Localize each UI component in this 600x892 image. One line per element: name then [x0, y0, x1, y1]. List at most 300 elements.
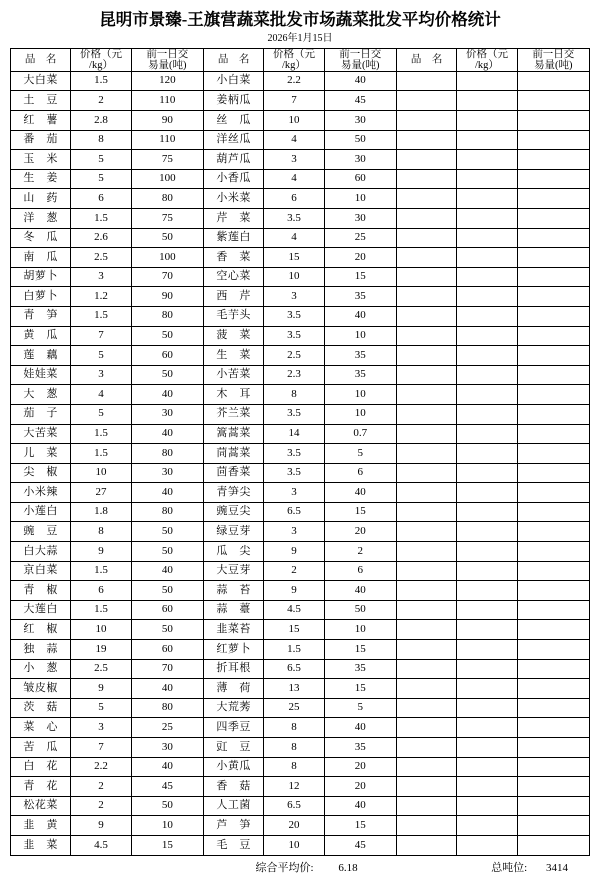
cell-volume-3 [517, 228, 589, 248]
table-row [11, 306, 590, 326]
cell-volume-3 [517, 796, 589, 816]
table-row [11, 777, 590, 797]
cell-price-3 [457, 796, 517, 816]
header-volume-line2: 易量(吨) [341, 59, 380, 71]
cell-name-2: 生 菜 [203, 346, 263, 366]
cell-volume-1: 80 [131, 698, 203, 718]
header-price-line1: 价格（元 [465, 48, 508, 60]
cell-name-2: 青笋尖 [203, 483, 263, 503]
cell-price-3 [457, 777, 517, 797]
cell-volume-1: 70 [131, 659, 203, 679]
table-row [11, 189, 590, 209]
cell-price-2: 9 [264, 581, 324, 601]
cell-name-1: 生 姜 [11, 169, 71, 189]
cell-name-1: 洋 葱 [11, 208, 71, 228]
cell-price-3 [457, 150, 517, 170]
cell-name-3 [396, 698, 456, 718]
cell-price-1: 1.2 [71, 287, 131, 307]
table-row [11, 71, 590, 91]
cell-volume-2: 15 [324, 502, 396, 522]
cell-name-3 [396, 620, 456, 640]
cell-name-1: 韭 黄 [11, 816, 71, 836]
cell-volume-3 [517, 483, 589, 503]
cell-volume-3 [517, 816, 589, 836]
cell-volume-2: 5 [324, 444, 396, 464]
cell-price-1: 6 [71, 581, 131, 601]
table-row [11, 385, 590, 405]
cell-name-2: 薄 荷 [203, 679, 263, 699]
cell-volume-2: 6 [324, 463, 396, 483]
cell-price-2: 3.5 [264, 208, 324, 228]
cell-volume-1: 40 [131, 679, 203, 699]
table-row [11, 228, 590, 248]
cell-price-1: 5 [71, 169, 131, 189]
table-row [11, 796, 590, 816]
cell-price-1: 10 [71, 620, 131, 640]
cell-name-3 [396, 130, 456, 150]
cell-volume-3 [517, 835, 589, 855]
table-row [11, 248, 590, 268]
cell-volume-1: 75 [131, 150, 203, 170]
cell-name-3 [396, 581, 456, 601]
cell-price-1: 5 [71, 150, 131, 170]
header-volume-line2: 易量(吨) [148, 59, 187, 71]
cell-price-1: 3 [71, 267, 131, 287]
cell-price-2: 3.5 [264, 404, 324, 424]
table-row [11, 130, 590, 150]
header-price-line1: 价格（元 [79, 48, 122, 60]
cell-price-1: 1.8 [71, 502, 131, 522]
cell-name-1: 苦 瓜 [11, 738, 71, 758]
cell-price-2: 2.3 [264, 365, 324, 385]
table-row [11, 620, 590, 640]
cell-price-1: 4.5 [71, 835, 131, 855]
table-row [11, 483, 590, 503]
cell-price-1: 5 [71, 346, 131, 366]
cell-price-2: 8 [264, 385, 324, 405]
cell-price-3 [457, 659, 517, 679]
cell-price-2: 4.5 [264, 600, 324, 620]
cell-price-2: 6.5 [264, 796, 324, 816]
cell-name-1: 番 茄 [11, 130, 71, 150]
total-tonnage-label: 总吨位: [491, 861, 528, 874]
cell-volume-3 [517, 600, 589, 620]
cell-volume-3 [517, 111, 589, 131]
cell-volume-3 [517, 71, 589, 91]
cell-volume-1: 80 [131, 444, 203, 464]
cell-volume-1: 120 [131, 71, 203, 91]
cell-price-2: 6 [264, 189, 324, 209]
cell-volume-1: 50 [131, 228, 203, 248]
cell-name-3 [396, 757, 456, 777]
cell-price-1: 7 [71, 738, 131, 758]
cell-volume-1: 75 [131, 208, 203, 228]
header-volume-2 [324, 48, 396, 71]
cell-name-1: 大白菜 [11, 71, 71, 91]
cell-name-1: 莲 藕 [11, 346, 71, 366]
cell-volume-1: 40 [131, 757, 203, 777]
cell-price-1: 1.5 [71, 306, 131, 326]
cell-name-3 [396, 91, 456, 111]
cell-name-2: 洋丝瓜 [203, 130, 263, 150]
cell-price-1: 7 [71, 326, 131, 346]
cell-name-2: 红萝卜 [203, 640, 263, 660]
cell-volume-1: 90 [131, 287, 203, 307]
cell-volume-3 [517, 91, 589, 111]
cell-name-1: 白 花 [11, 757, 71, 777]
table-row [11, 267, 590, 287]
cell-price-3 [457, 267, 517, 287]
cell-name-2: 篙蒿菜 [203, 424, 263, 444]
cell-name-2: 芦 笋 [203, 816, 263, 836]
cell-volume-2: 10 [324, 385, 396, 405]
cell-volume-1: 60 [131, 346, 203, 366]
cell-name-1: 大苦菜 [11, 424, 71, 444]
cell-price-2: 20 [264, 816, 324, 836]
cell-volume-1: 60 [131, 640, 203, 660]
table-row [11, 346, 590, 366]
cell-name-1: 青 花 [11, 777, 71, 797]
cell-name-2: 紫莲白 [203, 228, 263, 248]
cell-volume-1: 110 [131, 130, 203, 150]
cell-price-1: 2.6 [71, 228, 131, 248]
cell-price-1: 8 [71, 522, 131, 542]
cell-price-2: 4 [264, 130, 324, 150]
cell-name-3 [396, 522, 456, 542]
cell-volume-3 [517, 620, 589, 640]
cell-name-2: 茴香菜 [203, 463, 263, 483]
cell-name-2: 蒜 薹 [203, 600, 263, 620]
table-row [11, 738, 590, 758]
cell-price-2: 8 [264, 738, 324, 758]
table-row [11, 542, 590, 562]
cell-price-2: 3 [264, 483, 324, 503]
cell-name-3 [396, 738, 456, 758]
cell-price-3 [457, 228, 517, 248]
cell-name-1: 娃娃菜 [11, 365, 71, 385]
cell-volume-1: 80 [131, 502, 203, 522]
cell-volume-1: 50 [131, 365, 203, 385]
cell-name-2: 木 耳 [203, 385, 263, 405]
cell-name-2: 蒜 苔 [203, 581, 263, 601]
cell-volume-2: 40 [324, 71, 396, 91]
cell-name-3 [396, 365, 456, 385]
cell-price-1: 2.2 [71, 757, 131, 777]
cell-name-1: 土 豆 [11, 91, 71, 111]
table-body [11, 71, 590, 855]
cell-price-1: 2 [71, 796, 131, 816]
cell-volume-2: 40 [324, 483, 396, 503]
cell-price-2: 1.5 [264, 640, 324, 660]
cell-price-1: 1.5 [71, 600, 131, 620]
cell-volume-2: 15 [324, 679, 396, 699]
cell-price-1: 5 [71, 404, 131, 424]
cell-volume-3 [517, 444, 589, 464]
cell-volume-2: 35 [324, 346, 396, 366]
cell-price-3 [457, 718, 517, 738]
table-row [11, 835, 590, 855]
cell-name-2: 香 菇 [203, 777, 263, 797]
cell-price-1: 1.5 [71, 208, 131, 228]
cell-volume-1: 90 [131, 111, 203, 131]
header-volume-line2: 易量(吨) [534, 59, 573, 71]
cell-name-3 [396, 483, 456, 503]
cell-price-2: 14 [264, 424, 324, 444]
cell-volume-1: 60 [131, 600, 203, 620]
cell-name-1: 黄 瓜 [11, 326, 71, 346]
cell-price-1: 9 [71, 816, 131, 836]
cell-price-3 [457, 287, 517, 307]
cell-price-3 [457, 365, 517, 385]
cell-volume-2: 30 [324, 150, 396, 170]
cell-name-1: 山 药 [11, 189, 71, 209]
cell-name-2: 人工菌 [203, 796, 263, 816]
cell-name-3 [396, 796, 456, 816]
cell-price-3 [457, 522, 517, 542]
table-row [11, 444, 590, 464]
cell-name-3 [396, 385, 456, 405]
cell-name-1: 松花菜 [11, 796, 71, 816]
cell-price-3 [457, 130, 517, 150]
cell-volume-2: 10 [324, 189, 396, 209]
cell-volume-2: 50 [324, 130, 396, 150]
cell-name-1: 红 薯 [11, 111, 71, 131]
cell-name-3 [396, 326, 456, 346]
cell-price-2: 8 [264, 718, 324, 738]
cell-price-1: 3 [71, 365, 131, 385]
cell-price-3 [457, 757, 517, 777]
cell-price-3 [457, 698, 517, 718]
cell-price-3 [457, 816, 517, 836]
header-price-line1: 价格（元 [272, 48, 315, 60]
cell-price-2: 15 [264, 248, 324, 268]
table-row [11, 169, 590, 189]
cell-price-3 [457, 581, 517, 601]
cell-name-2: 小黄瓜 [203, 757, 263, 777]
cell-price-3 [457, 111, 517, 131]
cell-name-3 [396, 189, 456, 209]
cell-volume-2: 25 [324, 228, 396, 248]
cell-price-2: 6.5 [264, 502, 324, 522]
header-volume-1 [131, 48, 203, 71]
cell-price-2: 25 [264, 698, 324, 718]
cell-price-1: 2.5 [71, 659, 131, 679]
cell-price-3 [457, 835, 517, 855]
cell-name-2: 豇 豆 [203, 738, 263, 758]
cell-price-2: 4 [264, 228, 324, 248]
cell-name-3 [396, 777, 456, 797]
cell-volume-1: 40 [131, 483, 203, 503]
cell-name-3 [396, 659, 456, 679]
cell-name-1: 尖 椒 [11, 463, 71, 483]
cell-volume-2: 35 [324, 365, 396, 385]
average-price-label: 综合平均价: [255, 861, 314, 874]
cell-name-2: 小苦菜 [203, 365, 263, 385]
cell-volume-2: 10 [324, 326, 396, 346]
cell-price-2: 3.5 [264, 306, 324, 326]
table-row [11, 91, 590, 111]
total-tonnage-group [491, 859, 568, 875]
cell-volume-3 [517, 267, 589, 287]
cell-volume-1: 80 [131, 306, 203, 326]
cell-price-2: 6.5 [264, 659, 324, 679]
cell-volume-3 [517, 738, 589, 758]
cell-price-3 [457, 620, 517, 640]
cell-price-2: 10 [264, 111, 324, 131]
header-price-1 [71, 48, 131, 71]
cell-volume-3 [517, 248, 589, 268]
cell-name-1: 小米辣 [11, 483, 71, 503]
header-price-line2: /kg） [282, 59, 306, 71]
cell-name-3 [396, 228, 456, 248]
cell-name-1: 红 椒 [11, 620, 71, 640]
cell-price-3 [457, 189, 517, 209]
cell-name-1: 白萝卜 [11, 287, 71, 307]
cell-name-3 [396, 463, 456, 483]
cell-price-1: 2.5 [71, 248, 131, 268]
cell-volume-2: 2 [324, 542, 396, 562]
cell-name-3 [396, 248, 456, 268]
cell-volume-3 [517, 640, 589, 660]
cell-volume-2: 45 [324, 835, 396, 855]
cell-price-3 [457, 306, 517, 326]
cell-name-2: 大豆芽 [203, 561, 263, 581]
cell-name-1: 小莲白 [11, 502, 71, 522]
cell-volume-2: 35 [324, 738, 396, 758]
cell-volume-2: 20 [324, 248, 396, 268]
cell-volume-1: 50 [131, 581, 203, 601]
table-row [11, 679, 590, 699]
cell-name-3 [396, 835, 456, 855]
table-row [11, 698, 590, 718]
table-row [11, 522, 590, 542]
cell-name-3 [396, 600, 456, 620]
cell-name-2: 菠 菜 [203, 326, 263, 346]
header-price-2 [264, 48, 324, 71]
cell-price-3 [457, 208, 517, 228]
cell-volume-1: 50 [131, 796, 203, 816]
cell-name-3 [396, 71, 456, 91]
cell-price-1: 4 [71, 385, 131, 405]
cell-name-3 [396, 640, 456, 660]
cell-name-2: 毛 豆 [203, 835, 263, 855]
cell-volume-1: 50 [131, 326, 203, 346]
cell-volume-3 [517, 404, 589, 424]
cell-volume-3 [517, 287, 589, 307]
table-row [11, 111, 590, 131]
cell-price-2: 4 [264, 169, 324, 189]
total-tonnage-value: 3414 [546, 861, 568, 874]
cell-price-3 [457, 169, 517, 189]
cell-volume-2: 20 [324, 522, 396, 542]
cell-volume-2: 60 [324, 169, 396, 189]
cell-volume-3 [517, 463, 589, 483]
cell-price-3 [457, 404, 517, 424]
cell-price-1: 5 [71, 698, 131, 718]
table-row [11, 581, 590, 601]
cell-name-1: 白大蒜 [11, 542, 71, 562]
cell-volume-2: 30 [324, 111, 396, 131]
cell-name-1: 儿 菜 [11, 444, 71, 464]
cell-volume-2: 5 [324, 698, 396, 718]
table-row [11, 150, 590, 170]
cell-price-2: 8 [264, 757, 324, 777]
cell-price-1: 1.5 [71, 561, 131, 581]
table-row [11, 816, 590, 836]
cell-name-2: 芥兰菜 [203, 404, 263, 424]
cell-volume-3 [517, 679, 589, 699]
cell-price-3 [457, 71, 517, 91]
cell-name-2: 绿豆芽 [203, 522, 263, 542]
cell-volume-2: 35 [324, 287, 396, 307]
cell-volume-1: 25 [131, 718, 203, 738]
cell-volume-1: 10 [131, 816, 203, 836]
price-table [10, 48, 590, 856]
cell-name-3 [396, 542, 456, 562]
cell-price-2: 10 [264, 267, 324, 287]
cell-volume-2: 6 [324, 561, 396, 581]
table-header-row [11, 48, 590, 71]
cell-volume-1: 100 [131, 248, 203, 268]
cell-name-3 [396, 346, 456, 366]
cell-name-1: 青 椒 [11, 581, 71, 601]
table-row [11, 463, 590, 483]
cell-price-2: 2.2 [264, 71, 324, 91]
header-price-3 [457, 48, 517, 71]
cell-volume-3 [517, 326, 589, 346]
cell-volume-3 [517, 189, 589, 209]
cell-price-1: 19 [71, 640, 131, 660]
header-volume-line1: 前一日交 [532, 48, 575, 60]
cell-price-2: 3 [264, 522, 324, 542]
cell-volume-1: 100 [131, 169, 203, 189]
cell-volume-3 [517, 718, 589, 738]
cell-price-1: 2 [71, 777, 131, 797]
cell-price-2: 3.5 [264, 463, 324, 483]
cell-price-2: 13 [264, 679, 324, 699]
header-price-line2: /kg） [89, 59, 113, 71]
cell-name-3 [396, 679, 456, 699]
cell-volume-3 [517, 777, 589, 797]
cell-volume-2: 15 [324, 816, 396, 836]
cell-volume-3 [517, 542, 589, 562]
cell-name-1: 青 笋 [11, 306, 71, 326]
cell-volume-2: 30 [324, 208, 396, 228]
table-row [11, 757, 590, 777]
cell-name-3 [396, 816, 456, 836]
cell-price-1: 9 [71, 542, 131, 562]
cell-name-3 [396, 404, 456, 424]
cell-price-2: 3.5 [264, 444, 324, 464]
report-date: 2026年1月15日 [267, 32, 333, 44]
cell-price-2: 9 [264, 542, 324, 562]
cell-price-3 [457, 600, 517, 620]
cell-name-3 [396, 111, 456, 131]
cell-price-3 [457, 542, 517, 562]
cell-name-2: 毛芋头 [203, 306, 263, 326]
cell-price-1: 2.8 [71, 111, 131, 131]
cell-volume-1: 15 [131, 835, 203, 855]
table-row [11, 424, 590, 444]
cell-price-2: 10 [264, 835, 324, 855]
cell-volume-3 [517, 757, 589, 777]
cell-price-3 [457, 463, 517, 483]
cell-price-3 [457, 248, 517, 268]
cell-name-2: 茼蒿菜 [203, 444, 263, 464]
cell-name-2: 豌豆尖 [203, 502, 263, 522]
cell-volume-1: 40 [131, 424, 203, 444]
cell-volume-3 [517, 150, 589, 170]
